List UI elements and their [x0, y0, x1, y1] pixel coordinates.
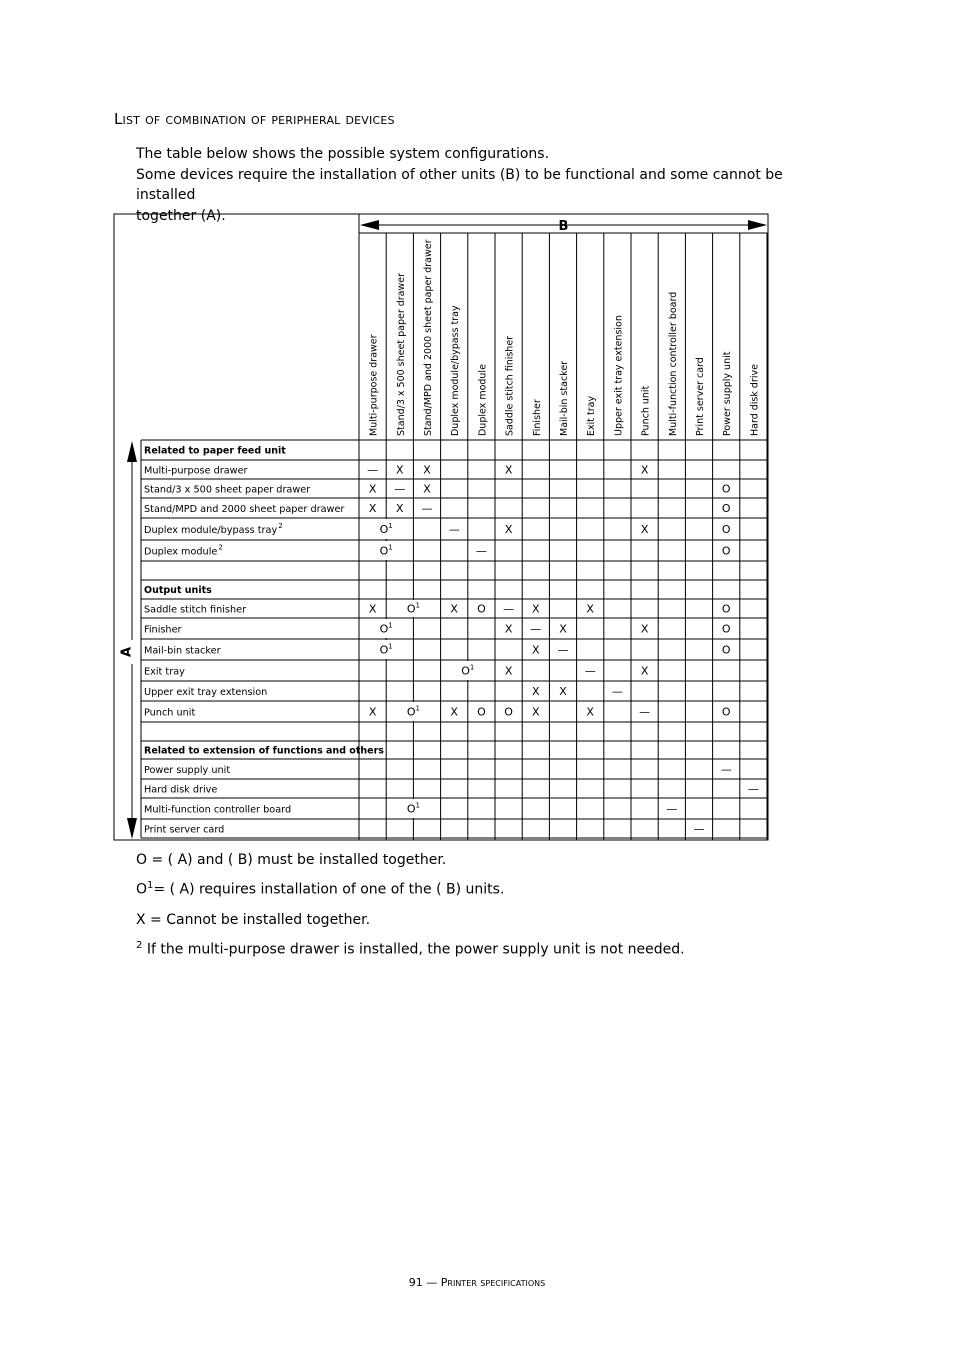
section-heading: List of combination of peripheral devices — [114, 110, 395, 128]
cell-mark: $O^1$ — [379, 543, 393, 558]
cell-mark: $O^1$ — [379, 621, 393, 636]
cell-mark: X — [368, 502, 377, 515]
cell-mark: O — [477, 602, 486, 616]
cell-mark: — — [720, 763, 732, 776]
cell-mark: X — [368, 705, 377, 719]
cell-mark: O — [504, 705, 513, 719]
page-footer: 91 — Printer specifications — [408, 1276, 546, 1289]
legend-line-2-rest: = ( A) requires installation of one of the ( B) units. — [153, 881, 505, 898]
cell-mark-sup: 1 — [388, 522, 393, 530]
cell-mark: O — [721, 544, 731, 558]
cell-mark: X — [532, 643, 540, 657]
column-header: Stand/MPD and 2000 sheet paper drawer — [423, 239, 434, 436]
cell-mark-sup: 1 — [388, 642, 393, 651]
legend-line-4 — [136, 940, 685, 958]
cell-mark: O — [721, 502, 731, 515]
legend-line-3: X = Cannot be installed together. — [136, 912, 371, 928]
section-label: Related to paper feed unit — [144, 445, 286, 457]
cell-mark: $O^1$ — [379, 642, 393, 657]
row-label: Hard disk drive — [144, 784, 218, 796]
row-label: Exit tray — [144, 666, 185, 678]
cell-mark: X — [423, 463, 431, 477]
row-label: Multi-function controller board — [144, 804, 292, 816]
cell-mark: $O^1$ — [406, 801, 420, 816]
cell-mark: $O^1$ — [379, 522, 393, 536]
row-label: Multi-purpose drawer — [144, 465, 248, 477]
row-label: Saddle stitch finisher — [144, 604, 247, 616]
cell-mark: X — [640, 664, 649, 678]
column-header: Finisher — [531, 399, 543, 436]
cell-mark: — — [639, 705, 651, 719]
column-header: Saddle stitch finisher — [504, 335, 516, 436]
cell-mark: X — [396, 463, 404, 477]
cell-mark: $O^1$ — [406, 601, 420, 616]
column-header: Exit tray — [586, 395, 598, 436]
cell-mark: — — [747, 782, 759, 796]
row-label-sup: 2 — [278, 522, 283, 530]
cell-mark: X — [423, 482, 431, 496]
cell-mark: X — [450, 705, 458, 719]
row-label: Power supply unit — [144, 765, 231, 776]
cell-mark: X — [559, 685, 567, 698]
legend-line-4-rest: If the multi-purpose drawer is installed, the power supply unit is not needed. — [142, 941, 685, 958]
row-label: Stand/MPD and 2000 sheet paper drawer — [144, 504, 345, 515]
cell-mark: — — [367, 463, 379, 477]
cell-mark: — — [503, 602, 515, 616]
cell-mark-sup: 1 — [388, 621, 393, 630]
intro-line-2: Some devices require the installation of other units (B) to be functional and some cannot be installed — [136, 166, 783, 203]
cell-mark: X — [368, 602, 377, 616]
cell-mark: O — [477, 705, 486, 719]
legend-line-4-sup: 2 — [136, 940, 143, 951]
cell-mark: X — [586, 602, 594, 616]
intro-line-3: together (A). — [136, 207, 226, 224]
cell-mark-sup: 1 — [388, 543, 393, 552]
cell-mark: — — [421, 502, 433, 515]
column-header: Hard disk drive — [749, 364, 761, 436]
row-label: Finisher — [144, 624, 182, 636]
row-label: Mail-bin stacker — [144, 645, 221, 657]
cell-mark: O — [721, 482, 731, 496]
legend-line-1: O = ( A) and ( B) must be installed together. — [136, 852, 447, 868]
cell-mark: — — [584, 664, 596, 678]
intro-line-1: The table below shows the possible system configurations. — [136, 146, 550, 162]
legend-line-2-prefix: O — [136, 881, 148, 898]
cell-mark: X — [532, 685, 540, 698]
section-label: Output units — [144, 585, 212, 596]
cell-mark: $O^1$ — [406, 704, 420, 719]
cell-mark: O — [721, 622, 731, 636]
cell-mark: X — [396, 502, 404, 515]
row-label-sup: 2 — [218, 543, 223, 552]
cell-mark-sup: 1 — [415, 801, 420, 810]
legend-line-2-sup: 1 — [147, 880, 154, 891]
column-header: Print server card — [695, 357, 706, 436]
cell-mark: X — [586, 705, 594, 719]
cell-mark: — — [666, 802, 678, 816]
cell-mark: O — [721, 602, 731, 616]
row-label: Print server card — [144, 824, 225, 836]
cell-mark: X — [504, 664, 513, 678]
row-label: Upper exit tray extension — [144, 687, 268, 698]
cell-mark: $O^1$ — [461, 663, 475, 678]
b-axis-label: B — [558, 219, 569, 234]
a-axis-label: A — [119, 646, 135, 658]
column-header: Mail-bin stacker — [559, 360, 570, 436]
cell-mark: — — [448, 523, 460, 536]
cell-mark-sup: 1 — [469, 663, 475, 672]
cell-mark: O — [721, 523, 731, 536]
cell-mark: X — [532, 602, 540, 616]
column-header: Stand/3 x 500 sheet paper drawer — [395, 272, 407, 436]
column-header: Duplex module — [477, 364, 489, 436]
cell-mark: X — [504, 523, 513, 536]
column-header: Multi-function controller board — [667, 291, 679, 436]
cell-mark: O — [721, 643, 731, 657]
row-label: Punch unit — [144, 707, 196, 719]
cell-mark: X — [504, 463, 513, 477]
legend-line-2 — [136, 880, 504, 898]
row-label: Stand/3 x 500 sheet paper drawer — [144, 484, 311, 496]
section-label: Related to extension of functions and others — [144, 745, 384, 757]
cell-mark: X — [640, 463, 649, 477]
b-axis-arrow-right — [748, 220, 767, 230]
cell-mark-sup: 1 — [415, 601, 420, 610]
cell-mark: — — [611, 685, 623, 698]
column-header: Power supply unit — [722, 351, 734, 436]
row-label: Duplex module/bypass tray$^2$ — [144, 522, 283, 536]
cell-mark: X — [504, 622, 513, 636]
cell-mark: O — [721, 705, 731, 719]
a-axis-arrow-down — [127, 818, 137, 839]
cell-mark-sup: 1 — [415, 704, 420, 713]
cell-mark: — — [557, 643, 569, 657]
cell-mark: X — [640, 622, 649, 636]
column-header: Upper exit tray extension — [613, 315, 625, 436]
cell-mark: — — [693, 822, 705, 836]
cell-mark: X — [559, 622, 567, 636]
column-header: Multi-purpose drawer — [368, 334, 380, 436]
cell-mark: X — [368, 482, 377, 496]
cell-mark: — — [530, 622, 542, 636]
column-header: Duplex module/bypass tray — [450, 305, 462, 436]
cell-mark: — — [475, 544, 487, 558]
column-header: Punch unit — [640, 385, 652, 436]
row-label: Duplex module$^2$ — [144, 543, 223, 558]
b-axis-arrow-left — [360, 220, 379, 230]
a-axis-arrow-up — [127, 441, 137, 462]
cell-mark: — — [394, 482, 406, 496]
cell-mark: X — [640, 523, 649, 536]
cell-mark: X — [450, 602, 458, 616]
cell-mark: X — [532, 705, 540, 719]
